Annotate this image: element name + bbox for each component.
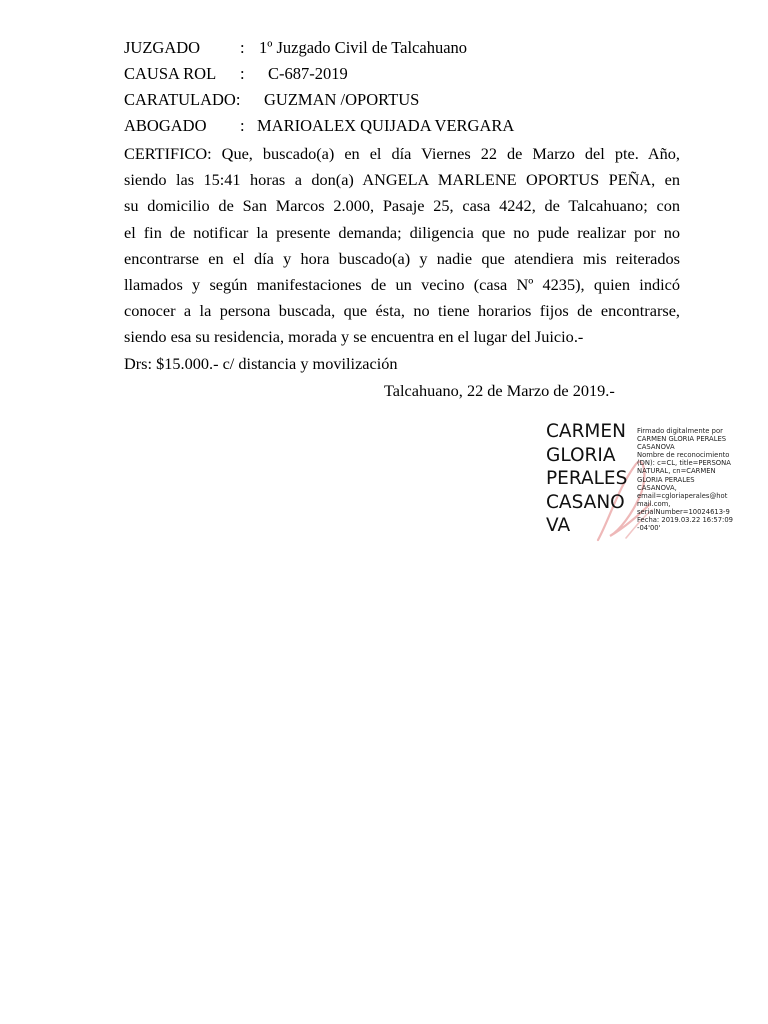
signer-name (546, 420, 642, 538)
abogado-colon: : (240, 116, 245, 135)
caratulado-label: CARATULADO: (124, 90, 241, 109)
signer-name-line: CASANO (546, 491, 625, 513)
signature-details (637, 427, 755, 532)
signature-detail-line: CASANOVA (637, 443, 675, 452)
juzgado-label: JUZGADO (124, 38, 201, 57)
header-abogado (124, 115, 515, 137)
caratulado-value: GUZMAN /OPORTUS (264, 90, 420, 109)
signature-detail-line: mail.com, (637, 499, 671, 508)
signature-detail-line: Fecha: 2019.03.22 16:57:09 (637, 516, 733, 525)
place-date: Talcahuano, 22 de Marzo de 2019.- (384, 381, 615, 400)
signature-detail-line: NATURAL, cn=CARMEN (637, 467, 716, 476)
body-line: el fin de notificar la presente demanda; diligencia que no pude realizar por no (124, 222, 680, 242)
digital-signature (540, 418, 760, 542)
signature-detail-line: Firmado digitalmente por (637, 427, 723, 435)
signature-detail-line: GLORIA PERALES (637, 475, 695, 484)
signature-detail-line: -04'00' (637, 524, 661, 533)
fees-line: Drs: $15.000.- c/ distancia y movilización (124, 354, 398, 373)
header-caratulado (124, 89, 420, 111)
header-juzgado (124, 37, 468, 59)
signature-detail-line: email=cgloriaperales@hot (637, 491, 728, 500)
body-line: su domicilio de San Marcos 2.000, Pasaje 25, casa 4242, de Talcahuano; con (124, 196, 680, 216)
causa-label: CAUSA ROL (124, 64, 217, 83)
body-line: CERTIFICO: Que, buscado(a) en el día Viernes 22 de Marzo del pte. Año, (124, 144, 680, 163)
body-line: siendo las 15:41 horas a don(a) ANGELA MARLENE OPORTUS PEÑA, en (124, 170, 680, 190)
header-causa (124, 63, 348, 85)
body-line: llamados y según manifestaciones de un vecino (casa Nº 4235), quien indicó (124, 274, 680, 294)
signer-name-line: VA (546, 515, 571, 536)
signer-name-line: PERALES (546, 468, 628, 489)
abogado-label: ABOGADO (124, 116, 207, 135)
signature-detail-line: CASANOVA, (637, 483, 677, 492)
juzgado-colon: : (240, 38, 245, 57)
signer-name-line: CARMEN (546, 421, 626, 442)
certificate-body (124, 141, 680, 351)
causa-colon: : (240, 64, 245, 83)
body-line: conocer a la persona buscada, que ésta, no tiene horarios fijos de encontrarse, (124, 301, 680, 321)
signature-detail-line: (DN): c=CL, title=PERSONA (637, 459, 731, 468)
signer-name-line: GLORIA (546, 444, 616, 466)
body-line: siendo esa su residencia, morada y se encuentra en el lugar del Juicio.- (124, 327, 584, 347)
juzgado-value: 1º Juzgado Civil de Talcahuano (259, 38, 468, 57)
signature-detail-line: CARMEN GLORIA PERALES (637, 435, 727, 444)
abogado-value: MARIOALEX QUIJADA VERGARA (257, 116, 515, 135)
signature-detail-line: serialNumber=10024613-9 (637, 507, 730, 516)
body-line: encontrarse en el día y hora buscado(a) y nadie que atendiera mis reiterados (124, 248, 680, 268)
causa-value: C-687-2019 (268, 64, 348, 83)
signature-detail-line: Nombre de reconocimiento (637, 451, 730, 460)
